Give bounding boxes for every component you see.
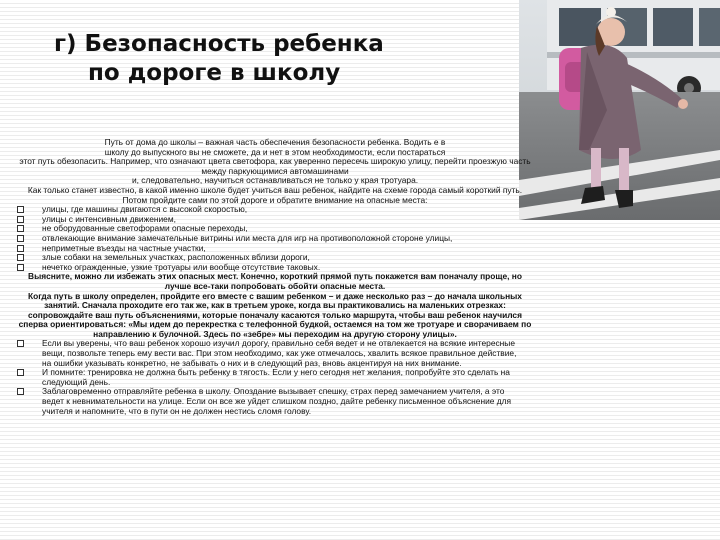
list-item — [14, 263, 536, 273]
intro-paragraph-2: школу до выпускного вы не сможете, да и нет в этом необходимости, если постараться — [104, 146, 446, 157]
photo-illustration — [519, 0, 720, 220]
slide-title-line-1: г) Безопасность ребенка — [54, 31, 384, 57]
bullet-square-icon — [17, 225, 24, 232]
tip-item-text: И помните: тренировка не должна быть ребенку в тягость. Если у него сегодня нет желания, попробуйте это сделать на следующий день. — [42, 367, 510, 387]
middle-paragraph-2: Когда путь в школу определен, пройдите его вместе с вашим ребенком – и даже несколько раз – до начала школьных занятий. Сначала проходите его так же, как в третьем уроке, когда вы практиковались на маленьких отрезках: сопровождайте ваш путь объяснениями, которые поначалу касаются только маршрута, чтобы ваш ребенок научился сперва ориентироваться: «Мы идем до перекрестка с телефонной будкой, остаемся на том же тротуаре и сворачиваем по направлению к булочной. Здесь по «зебре» мы переходим на другую сторону улицы». — [18, 290, 532, 339]
danger-item-text: улицы с интенсивным движением, — [42, 213, 176, 224]
list-item — [14, 339, 536, 368]
bullet-square-icon — [17, 340, 24, 347]
slide-title — [48, 30, 518, 88]
girl-crossing-street-photo — [519, 0, 720, 220]
bullet-square-icon — [17, 206, 24, 213]
intro-paragraph-4: и, следовательно, научиться останавливаться не только у края тротуара. — [131, 175, 419, 186]
list-item — [14, 387, 536, 416]
bullet-square-icon — [17, 264, 24, 271]
bullet-square-icon — [17, 235, 24, 242]
intro-paragraph-6: Потом пройдите сами по этой дороге и обратите внимание на опасные места: — [122, 194, 428, 205]
danger-item-text: отвлекающие внимание замечательные витрины или места для игр на противоположной стороне улицы, — [42, 232, 453, 243]
middle-paragraph-1: Выясните, можно ли избежать этих опасных мест. Конечно, короткий прямой путь покажется вам поначалу проще, но лучше все-таки попробовать обойти опасные места. — [28, 271, 522, 291]
danger-item-text: злые собаки на земельных участках, расположенных вблизи дороги, — [42, 252, 310, 263]
intro-paragraph-3: этот путь обезопасить. Например, что означают цвета светофора, как уверенно пересечь широкую улицу, перейти проезжую часть между паркующимися автомашинами — [19, 156, 531, 176]
danger-item-text: нечетко огражденные, узкие тротуары или вообще отсутствие таковых. — [42, 261, 321, 272]
intro-paragraph-1: Путь от дома до школы – важная часть обеспечения безопасности ребенка. Водить е в — [104, 137, 446, 147]
list-item — [14, 368, 536, 387]
danger-item-text: улицы, где машины двигаются с высокой скоростью, — [42, 204, 248, 215]
intro-paragraph-5: Как только станет известно, в какой именно школе будет учиться ваш ребенок, найдите на схеме города самый короткий путь. — [27, 184, 523, 195]
article-body — [14, 138, 536, 416]
danger-item-text: неприметные въезды на частные участки, — [42, 242, 206, 253]
bullet-square-icon — [17, 254, 24, 261]
danger-item-text: не оборудованные светофорами опасные переходы, — [42, 223, 248, 234]
bullet-square-icon — [17, 245, 24, 252]
tip-item-text: Заблаговременно отправляйте ребенка в школу. Опоздание вызывает спешку, страх перед замечанием учителя, а это ведет к невнимательности на улице. Если он все же уйдет слишком поздно, дайте ребенку письменное объяснение для учителя и напомните, что в пути он не должен нестись сломя голову. — [42, 386, 512, 416]
bullet-square-icon — [17, 369, 24, 376]
slide-title-line-2: по дороге в школу — [88, 60, 341, 86]
bullet-square-icon — [17, 216, 24, 223]
tip-item-text: Если вы уверены, что ваш ребенок хорошо изучил дорогу, правильно себя ведет и не отвлекается на всякие интересные вещи, позвольте теперь ему вести вас. При этом необходимо, как уже отмечалось, хвалить всякое правильное действие, на ошибки указывать конкретно, не забывать о них и в следующий раз, вновь акцентируя на них внимание. — [42, 338, 517, 368]
bullet-square-icon — [17, 388, 24, 395]
